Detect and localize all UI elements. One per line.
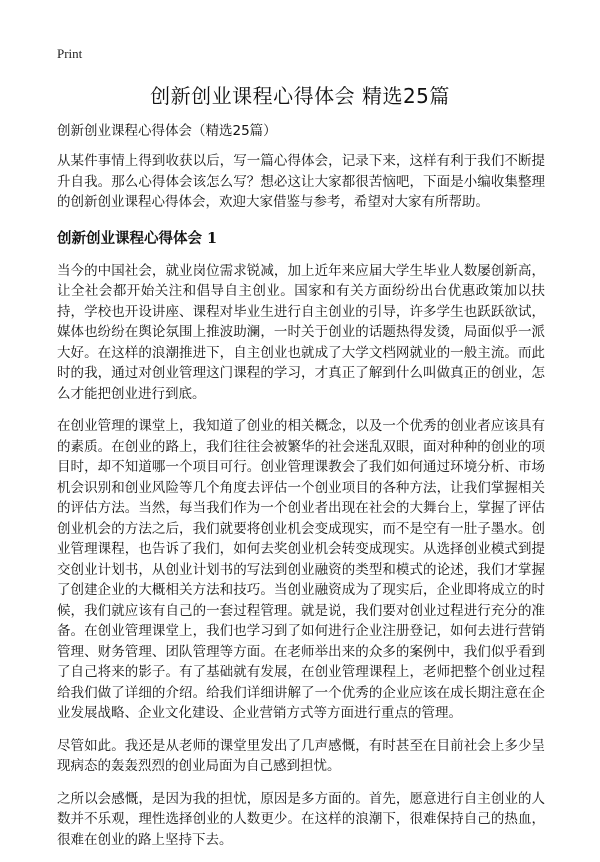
intro-paragraph: 从某件事情上得到收获以后，写一篇心得体会，记录下来，这样有利于我们不断提升自我。那么心得体会该怎么写？想必这让大家都很苦恼吧，下面是小编收集整理的创新创业课程心得体会，欢迎大家借鉴与参考，希望对大家有所帮助。 — [57, 153, 545, 210]
body-paragraph: 尽管如此。我还是从老师的课堂里发出了几声感慨，有时甚至在目前社会上多少呈现病态的轰轰烈烈的创业局面为自己感到担忧。 — [57, 737, 545, 774]
body-paragraph: 之所以会感慨，是因为我的担忧，原因是多方面的。首先，愿意进行自主创业的人数并不乐观，理性选择创业的人数更少。在这样的浪潮下，很难保持自己的热血，很难在创业的路上坚持下去。 — [57, 790, 545, 848]
print-link[interactable]: Print — [57, 46, 83, 61]
section-heading: 创新创业课程心得体会 1 — [57, 229, 218, 247]
document-subtitle: 创新创业课程心得体会（精选25篇） — [57, 123, 277, 139]
body-paragraph: 在创业管理的课堂上，我知道了创业的相关概念，以及一个优秀的创业者应该具有的素质。在创业的路上，我们往往会被繁华的社会迷乱双眼，面对种种的创业的项目时，却不知道哪一个项目可行。创业管理课教会了我们如何通过环境分析、市场机会识别和创业风险等几个角度去评估一个创业项目的各种方法，让我们掌握相关的评估方法。当然，每当我们作为一个创业者出现在社会的大舞台上，掌握了评估创业机会的方法之后，我们就要将创业机会变成现实，而不是空有一肚子墨水。创业管理课程，也告诉了我们，如何去奖创业机会转变成现实。从选择创业模式到提交创业计划书，从创业计划书的写法到创业融资的类型和模式的论述，我们才掌握了创建企业的大概相关方法和技巧。当创业融资成为了现实后，企业即将成立的时候，我们就应该有自己的一套过程管理。就是说，我们要对创业过程进行充分的准备。在创业管理课堂上，我们也学习到了如何进行企业注册登记，如何去进行营销管理、财务管理、团队管理等方面。在老师举出来的众多的案例中，我们似乎看到了自己将来的影子。有了基础就有发展，在创业管理课程上，老师把整个创业过程给我们做了详细的介绍。给我们详细讲解了一个优秀的企业应该在成长期注意在企业发展战略、企业文化建设、企业营销方式等方面进行重点的管理。 — [57, 418, 545, 721]
document-title: 创新创业课程心得体会 精选25篇 — [150, 84, 450, 108]
document-body — [57, 121, 545, 862]
body-paragraph: 当今的中国社会，就业岗位需求锐减，加上近年来应届大学生毕业人数屡创新高，让全社会都开始关注和倡导自主创业。国家和有关方面纷纷出台优惠政策加以扶持，学校也开设讲座、课程对毕业生进行自主创业的引导，许多学生也跃跃欲试，媒体也纷纷在舆论氛围上推波助澜，一时关于创业的话题热得发烫，局面似乎一派大好。在这样的浪潮推进下，自主创业也就成了大学文档网就业的一般主流。而此时的我，通过对创业管理这门课程的学习，才真正了解到什么叫做真正的创业，怎么才能把创业进行到底。 — [57, 262, 545, 402]
